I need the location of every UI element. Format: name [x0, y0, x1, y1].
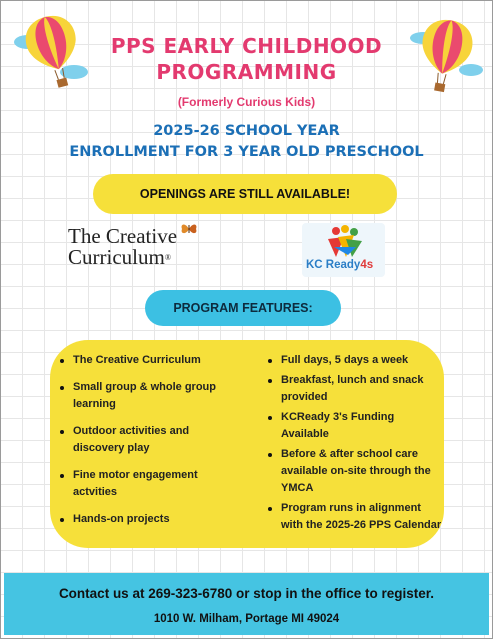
creative-curriculum-line1: The Creative	[68, 224, 178, 248]
list-item: Breakfast, lunch and snack provided	[268, 372, 443, 406]
kc-ready-main: KC Ready	[306, 259, 361, 271]
creative-curriculum-name: Curriculum	[68, 245, 165, 269]
list-item: Outdoor activities and discovery play	[60, 423, 235, 457]
list-item: Hands-on projects	[60, 511, 235, 528]
hot-air-balloon-left-icon	[10, 12, 90, 102]
list-item: Before & after school care available on-site through the YMCA	[268, 446, 443, 497]
kc-ready-suffix: 4s	[360, 259, 374, 271]
kids-figures-icon	[324, 225, 364, 259]
openings-banner: OPENINGS ARE STILL AVAILABLE!	[93, 174, 397, 214]
hot-air-balloon-right-icon	[405, 14, 485, 104]
contact-text: Contact us at 269-323-6780 or stop in the office to register.	[58, 586, 435, 601]
kc-ready-text	[306, 259, 373, 271]
cloud-icon	[459, 64, 483, 76]
list-item: KCReady 3's Funding Available	[268, 409, 443, 443]
list-item: Small group & whole group learning	[60, 379, 235, 413]
registered-mark: ®	[164, 253, 171, 262]
creative-curriculum-logo	[68, 226, 198, 276]
features-left-list	[60, 352, 235, 538]
program-features-heading: PROGRAM FEATURES:	[145, 290, 341, 326]
page-title-line1: PPS EARLY CHILDHOOD	[110, 34, 383, 58]
address-text: 1010 W. Milham, Portage MI 49024	[153, 613, 340, 625]
list-item: The Creative Curriculum	[60, 352, 235, 369]
page-title-line2: PROGRAMMING	[156, 60, 337, 84]
subtitle: (Formerly Curious Kids)	[177, 95, 316, 109]
contact-footer	[4, 573, 489, 635]
creative-curriculum-line2	[68, 247, 198, 268]
features-right-list	[268, 352, 443, 537]
kc-ready-logo	[302, 223, 385, 277]
butterfly-icon	[180, 222, 198, 236]
school-year-heading: 2025-26 SCHOOL YEAR	[153, 123, 340, 139]
list-item: Full days, 5 days a week	[268, 352, 443, 369]
list-item: Program runs in alignment with the 2025-26 PPS Calendar	[268, 500, 443, 534]
list-item: Fine motor engagement actvities	[60, 467, 235, 501]
enrollment-heading: ENROLLMENT FOR 3 YEAR OLD PRESCHOOL	[69, 144, 424, 160]
